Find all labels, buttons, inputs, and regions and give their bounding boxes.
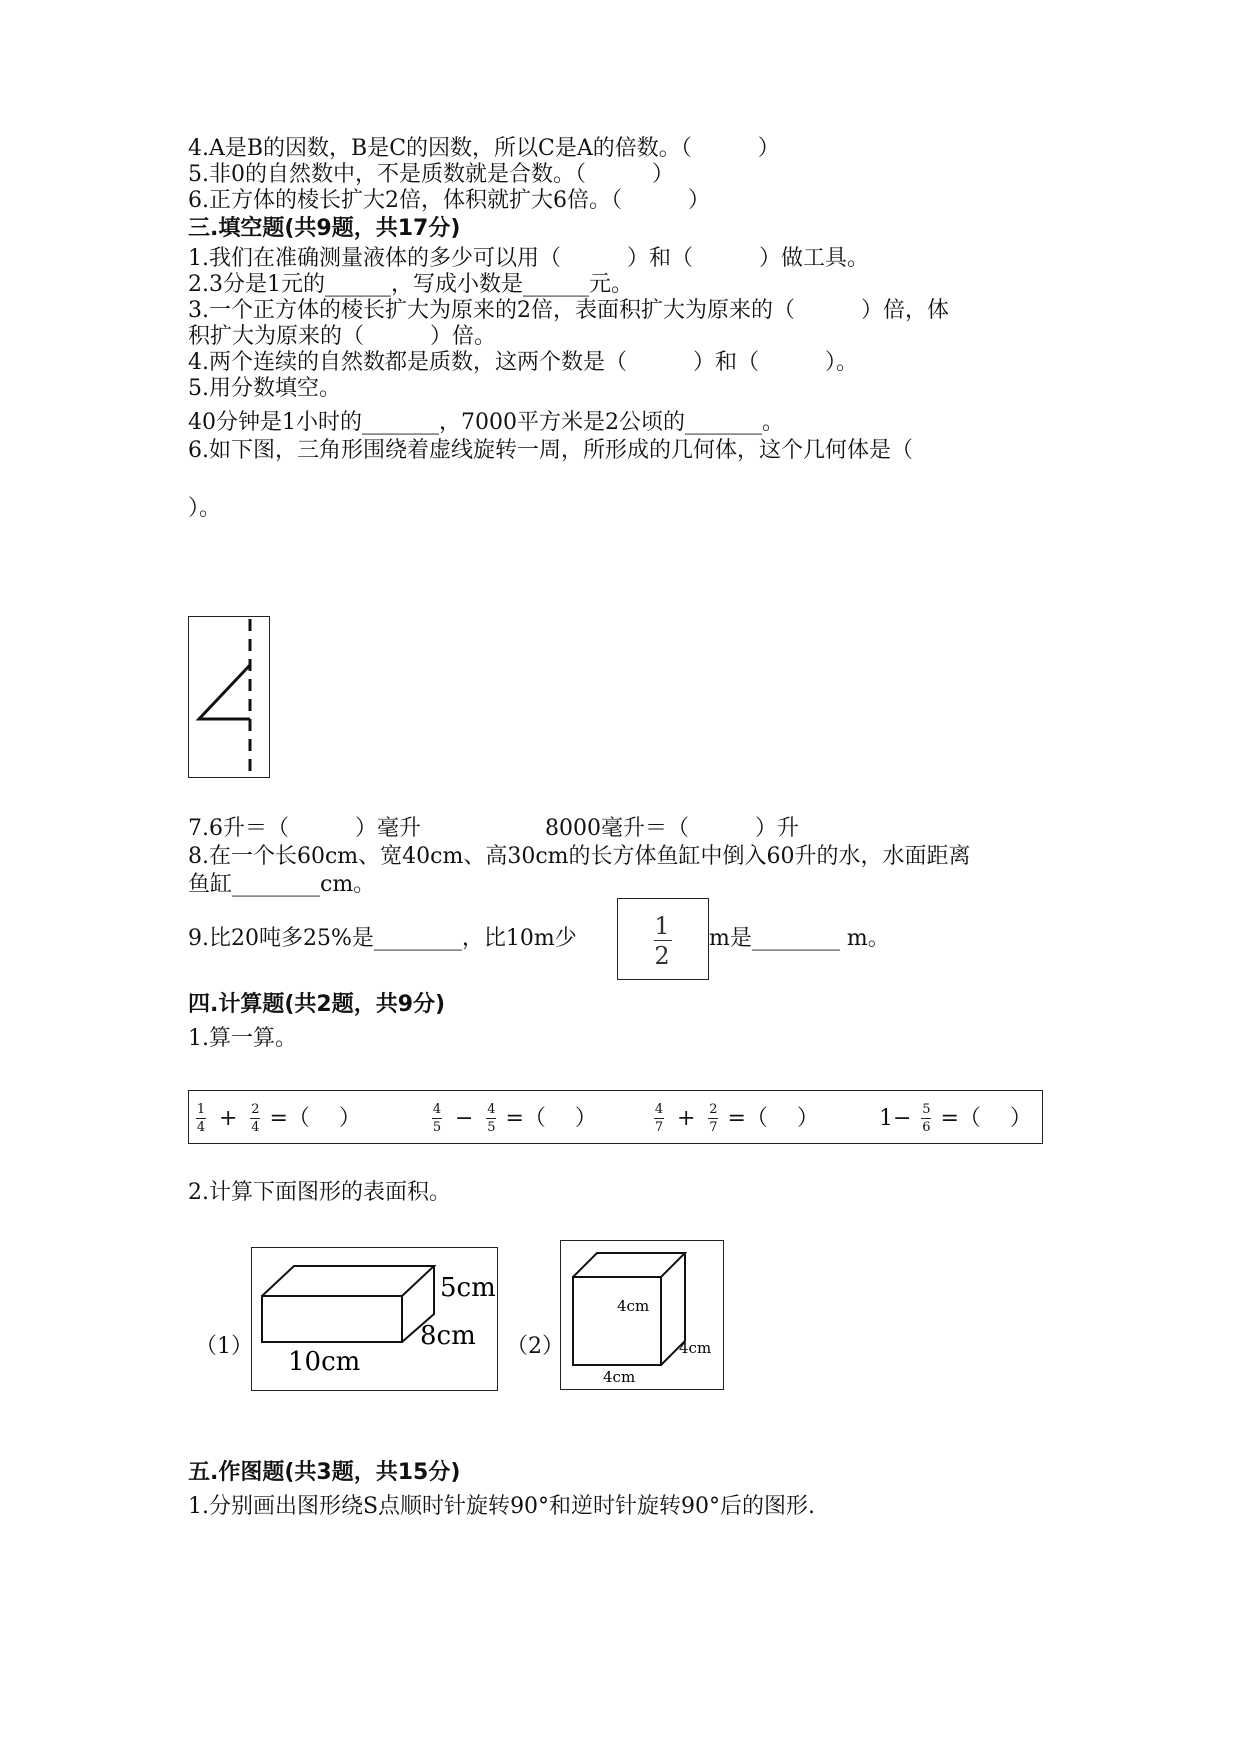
- calc-expr-2: [429, 1103, 597, 1134]
- fill-q9-part1: 9.比20吨多25%是________，比10m少: [188, 926, 577, 951]
- calc-q2: 2.计算下面图形的表面积。: [188, 1180, 451, 1205]
- q9-fraction-denominator: 2: [654, 942, 670, 970]
- cube-depth-label: 4cm: [679, 1339, 712, 1357]
- q9-fraction-box: [617, 898, 709, 980]
- triangle-drawing: [189, 617, 269, 777]
- calc-expr-1: [193, 1103, 361, 1134]
- fraction: $\frac{4}{5}$: [432, 1102, 442, 1135]
- calc-expressions-box: [188, 1090, 1043, 1144]
- answer-blank: =（ ）: [727, 1105, 819, 1131]
- fill-q4: 4.两个连续的自然数都是质数，这两个数是（ ）和（ ）。: [188, 350, 858, 375]
- fill-q8-line2: 鱼缸________cm。: [188, 872, 376, 897]
- fill-q1: 1.我们在准确测量液体的多少可以用（ ）和（ ）做工具。: [188, 246, 869, 271]
- fill-q7-part1: 7.6升＝（ ）毫升: [188, 816, 421, 841]
- judge-q4: 4.A是B的因数，B是C的因数，所以C是A的倍数。（ ）: [188, 136, 780, 161]
- operator: 1−: [879, 1105, 912, 1131]
- section4-title: 四.计算题(共2题，共9分): [188, 992, 446, 1017]
- triangle-rotation-figure: [188, 616, 270, 778]
- cuboid-length-label: 10cm: [288, 1347, 361, 1377]
- judge-q5: 5.非0的自然数中，不是质数就是合数。（ ）: [188, 162, 674, 187]
- fill-q7-part2: 8000毫升＝（ ）升: [545, 816, 799, 841]
- calc-expr-4: [879, 1103, 1032, 1134]
- fill-q3-line1: 3.一个正方体的棱长扩大为原来的2倍，表面积扩大为原来的（ ）倍，体: [188, 298, 949, 323]
- operator: +: [677, 1105, 696, 1131]
- fraction: $\frac{5}{6}$: [922, 1102, 931, 1135]
- operator: −: [455, 1105, 474, 1131]
- fraction: $\frac{4}{5}$: [487, 1102, 496, 1135]
- fraction: $\frac{2}{4}$: [251, 1102, 260, 1135]
- cuboid-figure: [251, 1247, 498, 1391]
- cube-width-label: 4cm: [603, 1368, 636, 1386]
- fill-q8-line1: 8.在一个长60cm、宽40cm、高30cm的长方体鱼缸中倒入60升的水，水面距离: [188, 844, 971, 869]
- right-triangle: [199, 665, 250, 719]
- operator: +: [219, 1105, 238, 1131]
- fig1-label: （1）: [195, 1334, 253, 1359]
- answer-blank: =（ ）: [269, 1105, 361, 1131]
- judge-q6: 6.正方体的棱长扩大2倍，体积就扩大6倍。（ ）: [188, 188, 710, 213]
- cuboid-drawing: [252, 1248, 497, 1390]
- fill-q3-line2: 积扩大为原来的（ ）倍。: [188, 324, 497, 349]
- cube-drawing: [561, 1241, 723, 1389]
- calc-q1: 1.算一算。: [188, 1026, 297, 1051]
- answer-blank: =（ ）: [505, 1105, 597, 1131]
- calc-expr-3: [651, 1103, 819, 1134]
- fraction: $\frac{4}{7}$: [654, 1102, 664, 1135]
- cuboid-width-label: 8cm: [420, 1321, 476, 1351]
- fill-q5-line2: 40分钟是1小时的_______，7000平方米是2公顷的_______。: [188, 410, 784, 435]
- fraction: $\frac{1}{4}$: [196, 1102, 206, 1135]
- fill-q2: 2.3分是1元的______，写成小数是______元。: [188, 272, 633, 297]
- cube-height-label: 4cm: [617, 1297, 650, 1315]
- cuboid-height-label: 5cm: [440, 1273, 496, 1303]
- q9-fraction-numerator: 1: [654, 912, 670, 940]
- fill-q9-part2: m是________ m。: [709, 926, 890, 951]
- answer-blank: =（ ）: [940, 1105, 1032, 1131]
- q9-fraction-bar: [654, 940, 672, 941]
- cube-figure: [560, 1240, 724, 1390]
- fill-q5: 5.用分数填空。: [188, 376, 341, 401]
- section3-title: 三.填空题(共9题，共17分): [188, 216, 461, 241]
- fill-q6-line2: ）。: [188, 496, 222, 521]
- fill-q6-line1: 6.如下图，三角形围绕着虚线旋转一周，所形成的几何体，这个几何体是（: [188, 438, 913, 463]
- section5-title: 五.作图题(共3题，共15分): [188, 1460, 461, 1485]
- fig2-label: （2）: [506, 1334, 564, 1359]
- draw-q1: 1.分别画出图形绕S点顺时针旋转90°和逆时针旋转90°后的图形.: [188, 1494, 816, 1519]
- fraction: $\frac{2}{7}$: [709, 1102, 718, 1135]
